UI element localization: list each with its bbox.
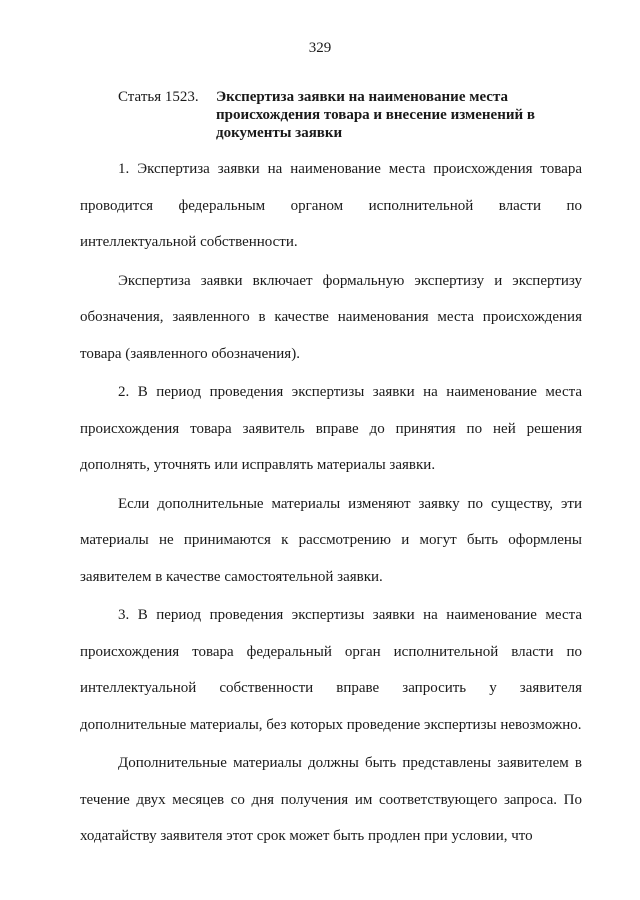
- article-label: Статья 1523.: [118, 89, 199, 105]
- paragraph: 2. В период проведения экспертизы заявки на наименование места происхождения товара заявитель вправе до принятия по ней решения дополнять, уточнять или исправлять материалы заявки.: [80, 384, 582, 473]
- paragraph: Экспертиза заявки включает формальную экспертизу и экспертизу обозначения, заявленного в качестве наименования места происхождения товара (заявленного обозначения).: [80, 272, 582, 362]
- paragraph: 3. В период проведения экспертизы заявки на наименование места происхождения товара федеральный орган исполнительной власти по интеллектуальной собственности вправе запросить у заявителя дополнительные материалы, без которых проведение экспертизы невозможно.: [80, 607, 582, 733]
- page-number: 329: [308, 40, 332, 56]
- paragraph: Дополнительные материалы должны быть представлены заявителем в течение двух месяцев со дня получения им соответствующего запроса. По ходатайству заявителя этот срок может быть продлен при условии, что: [80, 755, 582, 844]
- paragraph: Если дополнительные материалы изменяют заявку по существу, эти материалы не принимаются к рассмотрению и могут быть оформлены заявителем в качестве самостоятельной заявки.: [80, 495, 582, 585]
- article-heading: [118, 88, 558, 142]
- article-body: [80, 151, 582, 855]
- article-title: Экспертиза заявки на наименование места происхождения товара и внесение изменений в документы заявки: [216, 89, 535, 141]
- paragraph: 1. Экспертиза заявки на наименование места происхождения товара проводится федеральным органом исполнительной власти по интеллектуальной собственности.: [80, 161, 582, 250]
